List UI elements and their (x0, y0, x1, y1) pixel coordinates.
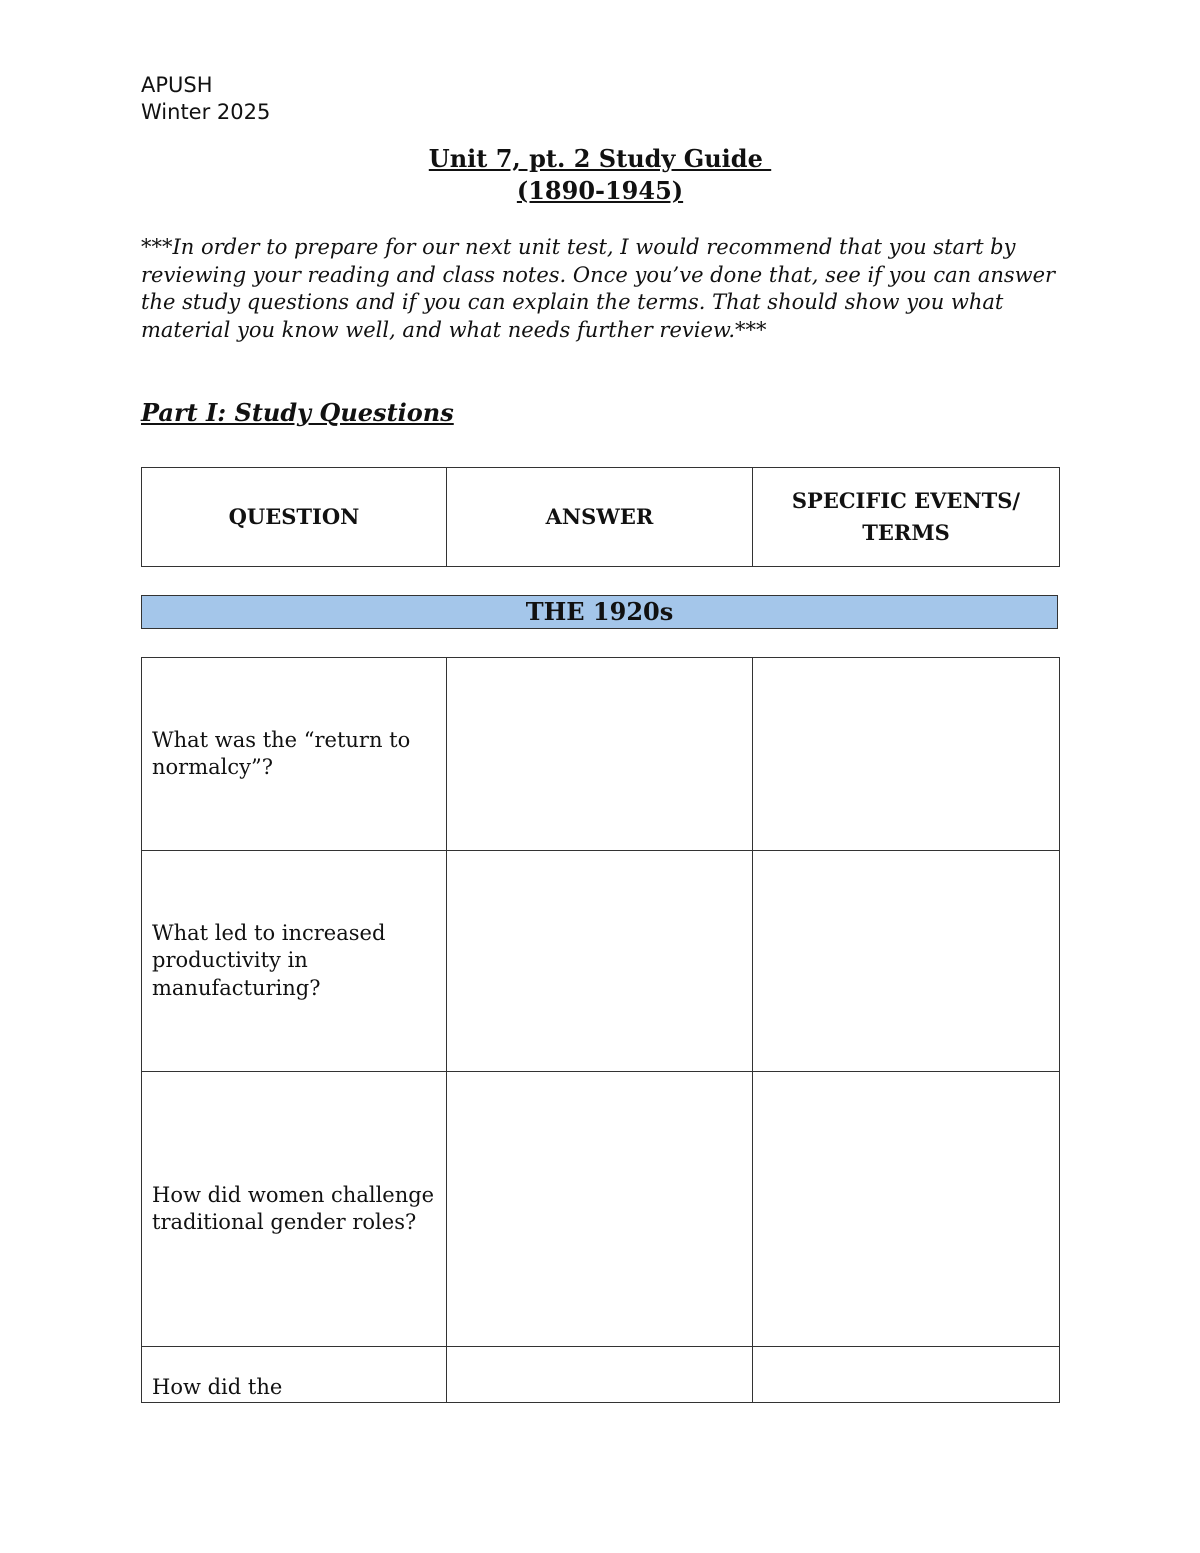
study-questions-table (141, 657, 1060, 1403)
events-cell (753, 1347, 1060, 1403)
page-title (141, 143, 1059, 207)
title-line-1: Unit 7, pt. 2 Study Guide (428, 144, 772, 173)
section-heading: THE 1920s (141, 595, 1058, 629)
answer-cell (447, 1072, 753, 1347)
events-cell (753, 1072, 1060, 1347)
question-cell-partial (142, 1347, 447, 1403)
title-line-2: (1890-1945) (516, 176, 684, 205)
header-row (142, 468, 1060, 567)
question-column-header: QUESTION (142, 468, 447, 567)
table-row (142, 1347, 1060, 1403)
answer-cell (447, 658, 753, 851)
events-cell (753, 658, 1060, 851)
answer-column-header: ANSWER (447, 468, 753, 567)
document-header (141, 72, 270, 126)
course-name: APUSH (141, 73, 213, 97)
part-heading: Part I: Study Questions (141, 398, 454, 427)
term-label: Winter 2025 (141, 100, 271, 124)
table-row (142, 658, 1060, 851)
question-text: How did the (152, 1374, 283, 1399)
events-cell (753, 851, 1060, 1072)
question-cell: How did women challenge traditional gender roles? (142, 1072, 447, 1347)
table-row (142, 851, 1060, 1072)
events-column-header: SPECIFIC EVENTS/ TERMS (753, 468, 1060, 567)
table-row (142, 1072, 1060, 1347)
answer-cell (447, 851, 753, 1072)
question-cell: What was the “return to normalcy”? (142, 658, 447, 851)
question-cell: What led to increased productivity in manufacturing? (142, 851, 447, 1072)
column-header-table (141, 467, 1060, 567)
answer-cell (447, 1347, 753, 1403)
intro-paragraph: ***In order to prepare for our next unit test, I would recommend that you start by reviewing your reading and class notes. Once you’ve done that, see if you can answer the study questions and if you can explain the terms. That should show you what material you know well, and what needs further review.*** (141, 235, 1056, 342)
